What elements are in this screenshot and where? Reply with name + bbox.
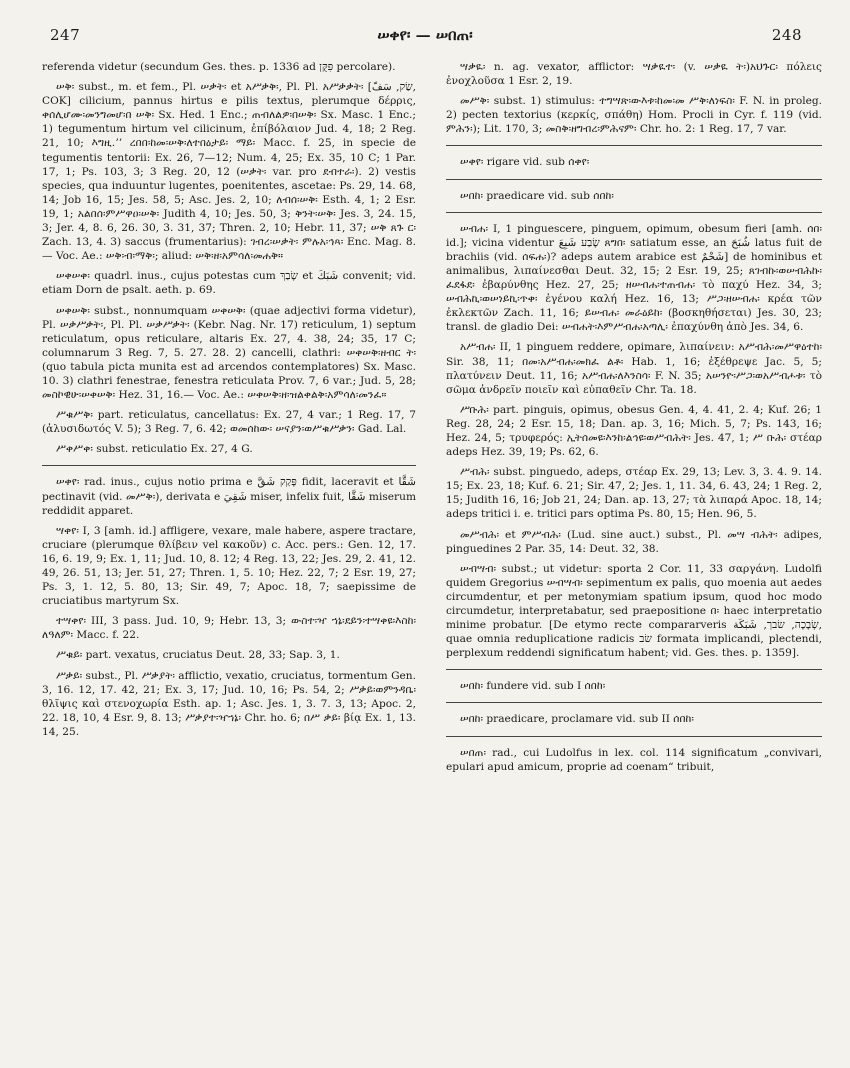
left-column [42,60,416,1060]
dictionary-entry: ሠብሐ፡ I, 1 pinguescere, pinguem, opimum, obesum fieri [amh. ሰበ፡ id.]; vicina videntur שָׂבַע شَبِعَ ጸግበ፡ satiatum esse, an شُبَحَ latus fuit de brachiis (vid. ሰፍሐ፡)? adeps autem arabice est شَحْمٌ] de hominibus et animalibus, λιπαίνεσθαι Deut. 32, 15; 2 Esr. 19, 25; ጸገብኩ፡ወሠብሕኩ፡ፈደፋደ፡ ἐβαρύνθης Hez. 27, 25; ዘሠብሐ፡ተጠብሐ፡ τὸ παχύ Hez. 34, 3; ሠብሕኪ፡ወሠነይኪ፡ጥቀ፡ ἐγένου καλή Hez. 16, 13; ሥጋ፡ዘሠብሐ፡ κρέα τῶν ἐκλεκτῶν Zach. 11, 16; ይሠብሐ፡ መራዕይከ፡ (βοσκηθήσεται) Jes. 30, 23; transl. de gladio Dei: ሠብሐት፡እምሥብሐ፡አጣሊ፡ ἐπαχύνθη ἀπὸ Jes. 34, 6. [446,222,822,334]
dictionary-entry: ሥቀሥቀ፡ subst. reticulatio Ex. 27, 4 G. [56,443,253,456]
page-header [40,26,810,50]
dictionary-entry: ሠቀየ፡ rigare vid. sub ሰቀየ፡ [460,156,590,169]
page-number-left: 247 [50,26,81,44]
dictionary-entry: ሠቀሠቀ፡ quadrl. inus., cujus potestas cum שָׂבַךְ et شَبَكَ convenit; vid. etiam Dorn de psalt. aeth. p. 69. [42,270,416,297]
dictionary-entry: ሠበጠ፡ rad., cui Ludolfus in lex. col. 114 significatum „convivari, epulari apud amicum, proprie ad coenam“ tribuit, [446,746,822,773]
dictionary-entry: ሠበከ፡ fundere vid. sub I ሰበከ፡ [460,680,606,693]
dictionary-entry: ሣቀየ፡ I, 3 [amh. id.] affligere, vexare, male habere, aspere tractare, cruciare (plerumque θλίβειν vel κακοῦν) c. Acc. pers.: Gen. 12, 17. 16, 6. 19, 9; Ex. 1, 11; Jud. 10, 8. 12; 4 Reg. 13, 22; Jes. 29, 2. 41, 12. 49, 26. 51, 13; Jer. 51, 27; Thren. 1, 5. 10; Hez. 22, 7; 2 Esr. 19, 27; Ps. 3, 1. 12, 5. 80, 13; Sir. 49, 7; Apoc. 18, 7; saepissime de cruciatibus martyrum Sx. [42,524,416,608]
dictionary-entry: ሥብሕ፡ subst. pinguedo, adeps, στέαρ Ex. 29, 13; Lev. 3, 3. 4. 9. 14. 15; Ex. 23, 18; Kuf. 6. 21; Sir. 47, 2; Jes. 1, 11. 34, 6. 43, 24; 1 Reg. 2, 15; Judith 16, 16; Job 21, 24; Dan. ap. 13, 27; τὰ λιπαρά Apoc. 18, 14; adeps tritici i. e. tritici pars optima Ps. 80, 15; Hen. 96, 5. [446,466,822,521]
dictionary-entry: ሥቁይ፡ part. vexatus, cruciatus Deut. 28, 33; Sap. 3, 1. [56,649,340,662]
page-number-right: 248 [771,26,802,44]
dictionary-entry: መሥብሕ፡ et ምሥብሕ፡ (Lud. sine auct.) subst., Pl. መሣ ብሕት፡ adipes, pinguedines 2 Par. 35, 14: Deut. 32, 38. [446,528,822,555]
section-divider [446,212,822,213]
dictionary-entry: referenda videtur (secundum Ges. thes. p. 1336 ad פִּקֻּן percolare). [42,61,396,73]
section-divider [446,179,822,180]
dictionary-entry: ሠቅ፡ subst., m. et fem., Pl. ሠቃት፡ et አሥቃቅ፡, Pl. Pl. አሥቃቃት፡ [שַׂק, سَفّ, COK] cilicium, pannus hirtus e pilis textus, plerumque δέρρις, ቀሰሊሆሙ፡መንግመሆ፡በ ሠቅ፡ Sx. Hed. 1 Enc.; ጠብለልዎ፡በሠቅ፡ Sx. Masc. 1 Enc.; 1) tegumentum hirtum vel cilicinum, ἐπίβόλαιον Jud. 4, 18; 2 Reg. 21, 10; እግዚ.ʼʼ ረበበ፡ከመ፡ሠቅ፡ለተበዕታይ፡ ማይ፡ Macc. f. 25, in specie de tegumentis tentorii: Ex. 26, 7—12; Num. 4, 25; Ex. 35, 10 C; 1 Par. 17, 1; Ps. 103, 3; 3 Reg. 20, 12 (ሠቃት፡ var. pro ደብተራ፡). 2) vestis species, qua induuntur lugentes, poenitentes, ascetae: Ps. 29, 14. 68, 14; Job 16, 15; Jes. 58, 5; Asc. Jes. 2, 10; ለብሰ፡ሠቅ፡ Esth. 4, 1; 2 Esr. 19, 1; አልበሰ፡ምሥዋዐ፡ሠቅ፡ Judith 4, 10; Jes. 50, 3; ቅንት፡ሠቅ፡ Jes. 3, 24. 15, 3; Jer. 4, 8. 6, 26. 30, 3. 31, 37; Thren. 2, 10; Hebr. 11, 37; ሠቅ ጸጉ ር፡ Zach. 13, 4. 3) saccus (frumentarius): ገብረ፡ሠቃት፡ ምሉአ፡ኅጻ፡ Enc. Mag. 8. — Voc. Ae.: ሠቅ፡ብ፡ማቅ፡; aliud: ሠቅ፡ዘ፡አምሳለ፡መሐቅ። [42,81,416,263]
dictionary-entry: ሥቡሕ፡ part. pinguis, opimus, obesus Gen. 4, 4. 41, 2. 4; Kuf. 26; 1 Reg. 28, 24; 2 Esr. 15, 18; Dan. ap. 3, 16; Mich. 5, 7; Ps. 143, 16; Hez. 24, 5; τρυφερός: ኢትሰመዩ፡እንከ፡ልኅዩ፡ወሥብሕት፡ Jes. 47, 1; ሥ ቡሕ፡ στέαρ adeps Hez. 39, 19; Ps. 62, 6. [446,403,822,459]
dictionary-entry: አሥብሐ፡ II, 1 pinguem reddere, opimare, λιπαίνειν: አሥብሕ፡መሥዋዕተከ፡ Sir. 38, 11; በመ፡አሥብሐ፡መክፈ ልቶ፡ Hab. 1, 16; ἐξέθρεψε Jac. 5, 5; πλατύνειν Deut. 11, 16; አሥብሐ፡ለእንስሳ፡ F. N. 35; አሠንዮ፡ሥጋ፡ወአሥብሖቱ፡ τὸ σῶμα ἀνδρεῖν ποιεῖν καὶ εὐπαθεῖν Chr. Ta. 18. [446,341,822,396]
section-divider [446,736,822,737]
running-head: ሠቀየ፡ — ሠበጠ፡ [377,26,473,44]
right-column [446,60,822,1060]
dictionary-entry: ሣቃዪ፡ n. ag. vexator, afflictor: ሣቃዪተ፡ (v. ሠቃዪ ት፡)አህጉር፡ πόλεις ἐνοχλοῦσα 1 Esr. 2, 19. [446,61,822,88]
section-divider [446,669,822,670]
dictionary-entry: ተሣቀየ፡ III, 3 pass. Jud. 10, 9; Hebr. 13, 3; ውስተ፡ዣ ኀኔ፡ደይን፡ተሣቀዩ፡እስከ፡ለዓለም፡ Macc. f. 22. [42,615,416,642]
dictionary-entry: ሠቀሠቅ፡ subst., nonnumquam ሠቀሠቅ፡ (quae adjectivi forma videtur), Pl. ሠቃሥቃት፡, Pl. Pl. ሠቃሥቃት፡ (Kebr. Nag. Nr. 17) reticulum, 1) septum reticulatum, opus reticulare, altaris Ex. 27, 4. 38, 24; 35, 17 C; columnarum 3 Reg. 7, 5. 27. 28. 2) cancelli, clathri: ሠቀሠቅ፡ዘብር ት፡ (quo tabula picta munita est ad arcendos contemplatores) Sx. Masc. 10. 3) clathri fenestrae, fenestra reticulata Prov. 7, 6 var.; Jud. 5, 28; መስኮዊሁ፡ሠቀሠቅ፡ Hez. 31, 16.— Voc. Ae.: ሠቀሠቅ፡ዘ፡ዝልቀልቅ፡አምሳለ፡መንፈ። [42,304,416,402]
dictionary-entry: መሥቅ፡ subst. 1) stimulus: ተግሣጽ፡ውእቱ፡ከመ፡መ ሥቅ፡ለነፍስ፡ F. N. in proleg. 2) pecten textorius (κερκίς, σπάθη) Hom. Procli in Cyr. f. 119 (vid. ምሕን፡); Lit. 170, 3; መስቅ፡ዘግብረ፡ምሕናም፡ Chr. ho. 2: 1 Reg. 17, 7 var. [446,95,822,136]
section-divider [446,702,822,703]
dictionary-entry: ሥቃይ፡ subst., Pl. ሥቃያት፡ afflictio, vexatio, cruciatus, tormentum Gen. 3, 16. 12, 17. 42, 21; Ex. 3, 17; Jud. 10, 16; Ps. 54, 2; ሥቃይ፡ወምንዳቤ፡ θλῖψις καὶ στενοχωρία Esth. ap. 1; Asc. Jes. 1, 3. 7. 3, 13; Apoc. 2, 22. 18, 10, 4 Esr. 9, 8. 13; ሥቃያተ፡ዣኀኔ፡ Chr. ho. 6; በሥ ቃይ፡ βίᾳ Ex. 1, 13. 14, 25. [42,669,416,738]
dictionary-entry: ሠበከ፡ praedicare, proclamare vid. sub II ሰበከ፡ [460,713,694,726]
section-divider [42,465,416,466]
dictionary-entry: ሠቀየ፡ rad. inus., cujus notio prima e פָּקַק شَقَّ fidit, laceravit et شَقَّا pectinavit (vid. መሥቅ፡), derivata e شَقِيَ miser, infelix fuit, شَقَّا miserum reddidit apparet. [42,476,416,517]
section-divider [446,145,822,146]
dictionary-entry: ሠብሣብ፡ subst.; ut videtur: sporta 2 Cor. 11, 33 σαργάνη. Ludolfi quidem Gregorius ሠብሣብ፡ sepimentum ex palis, quo moenia aut aedes circumdentur, et per metonymiam spatium ipsum, quod hoc modo circumdetur, interpretabatur, sed praepositione በ፡ haec interpretatio minime probatur. [De etymo recte compararveris שְׂבָכָה, שׂבך, شَبَكَة, quae omnia reduplicatione radicis שׂב formata implicandi, plectendi, perplexum reddendi significatum habent; vid. Ges. thes. p. 1359]. [446,562,822,660]
dictionary-entry: ሠበከ፡ praedicare vid. sub ሰበከ፡ [460,189,614,202]
dictionary-entry: ሥቁሥቅ፡ part. reticulatus, cancellatus: Ex. 27, 4 var.; 1 Reg. 17, 7 (ἀλυσιδωτός V. 5); 3 Reg. 7, 6. 42; ወመሰከው፡ ሠናያን፡ወሥቁሥቃን፡ Gad. Lal. [42,409,416,436]
